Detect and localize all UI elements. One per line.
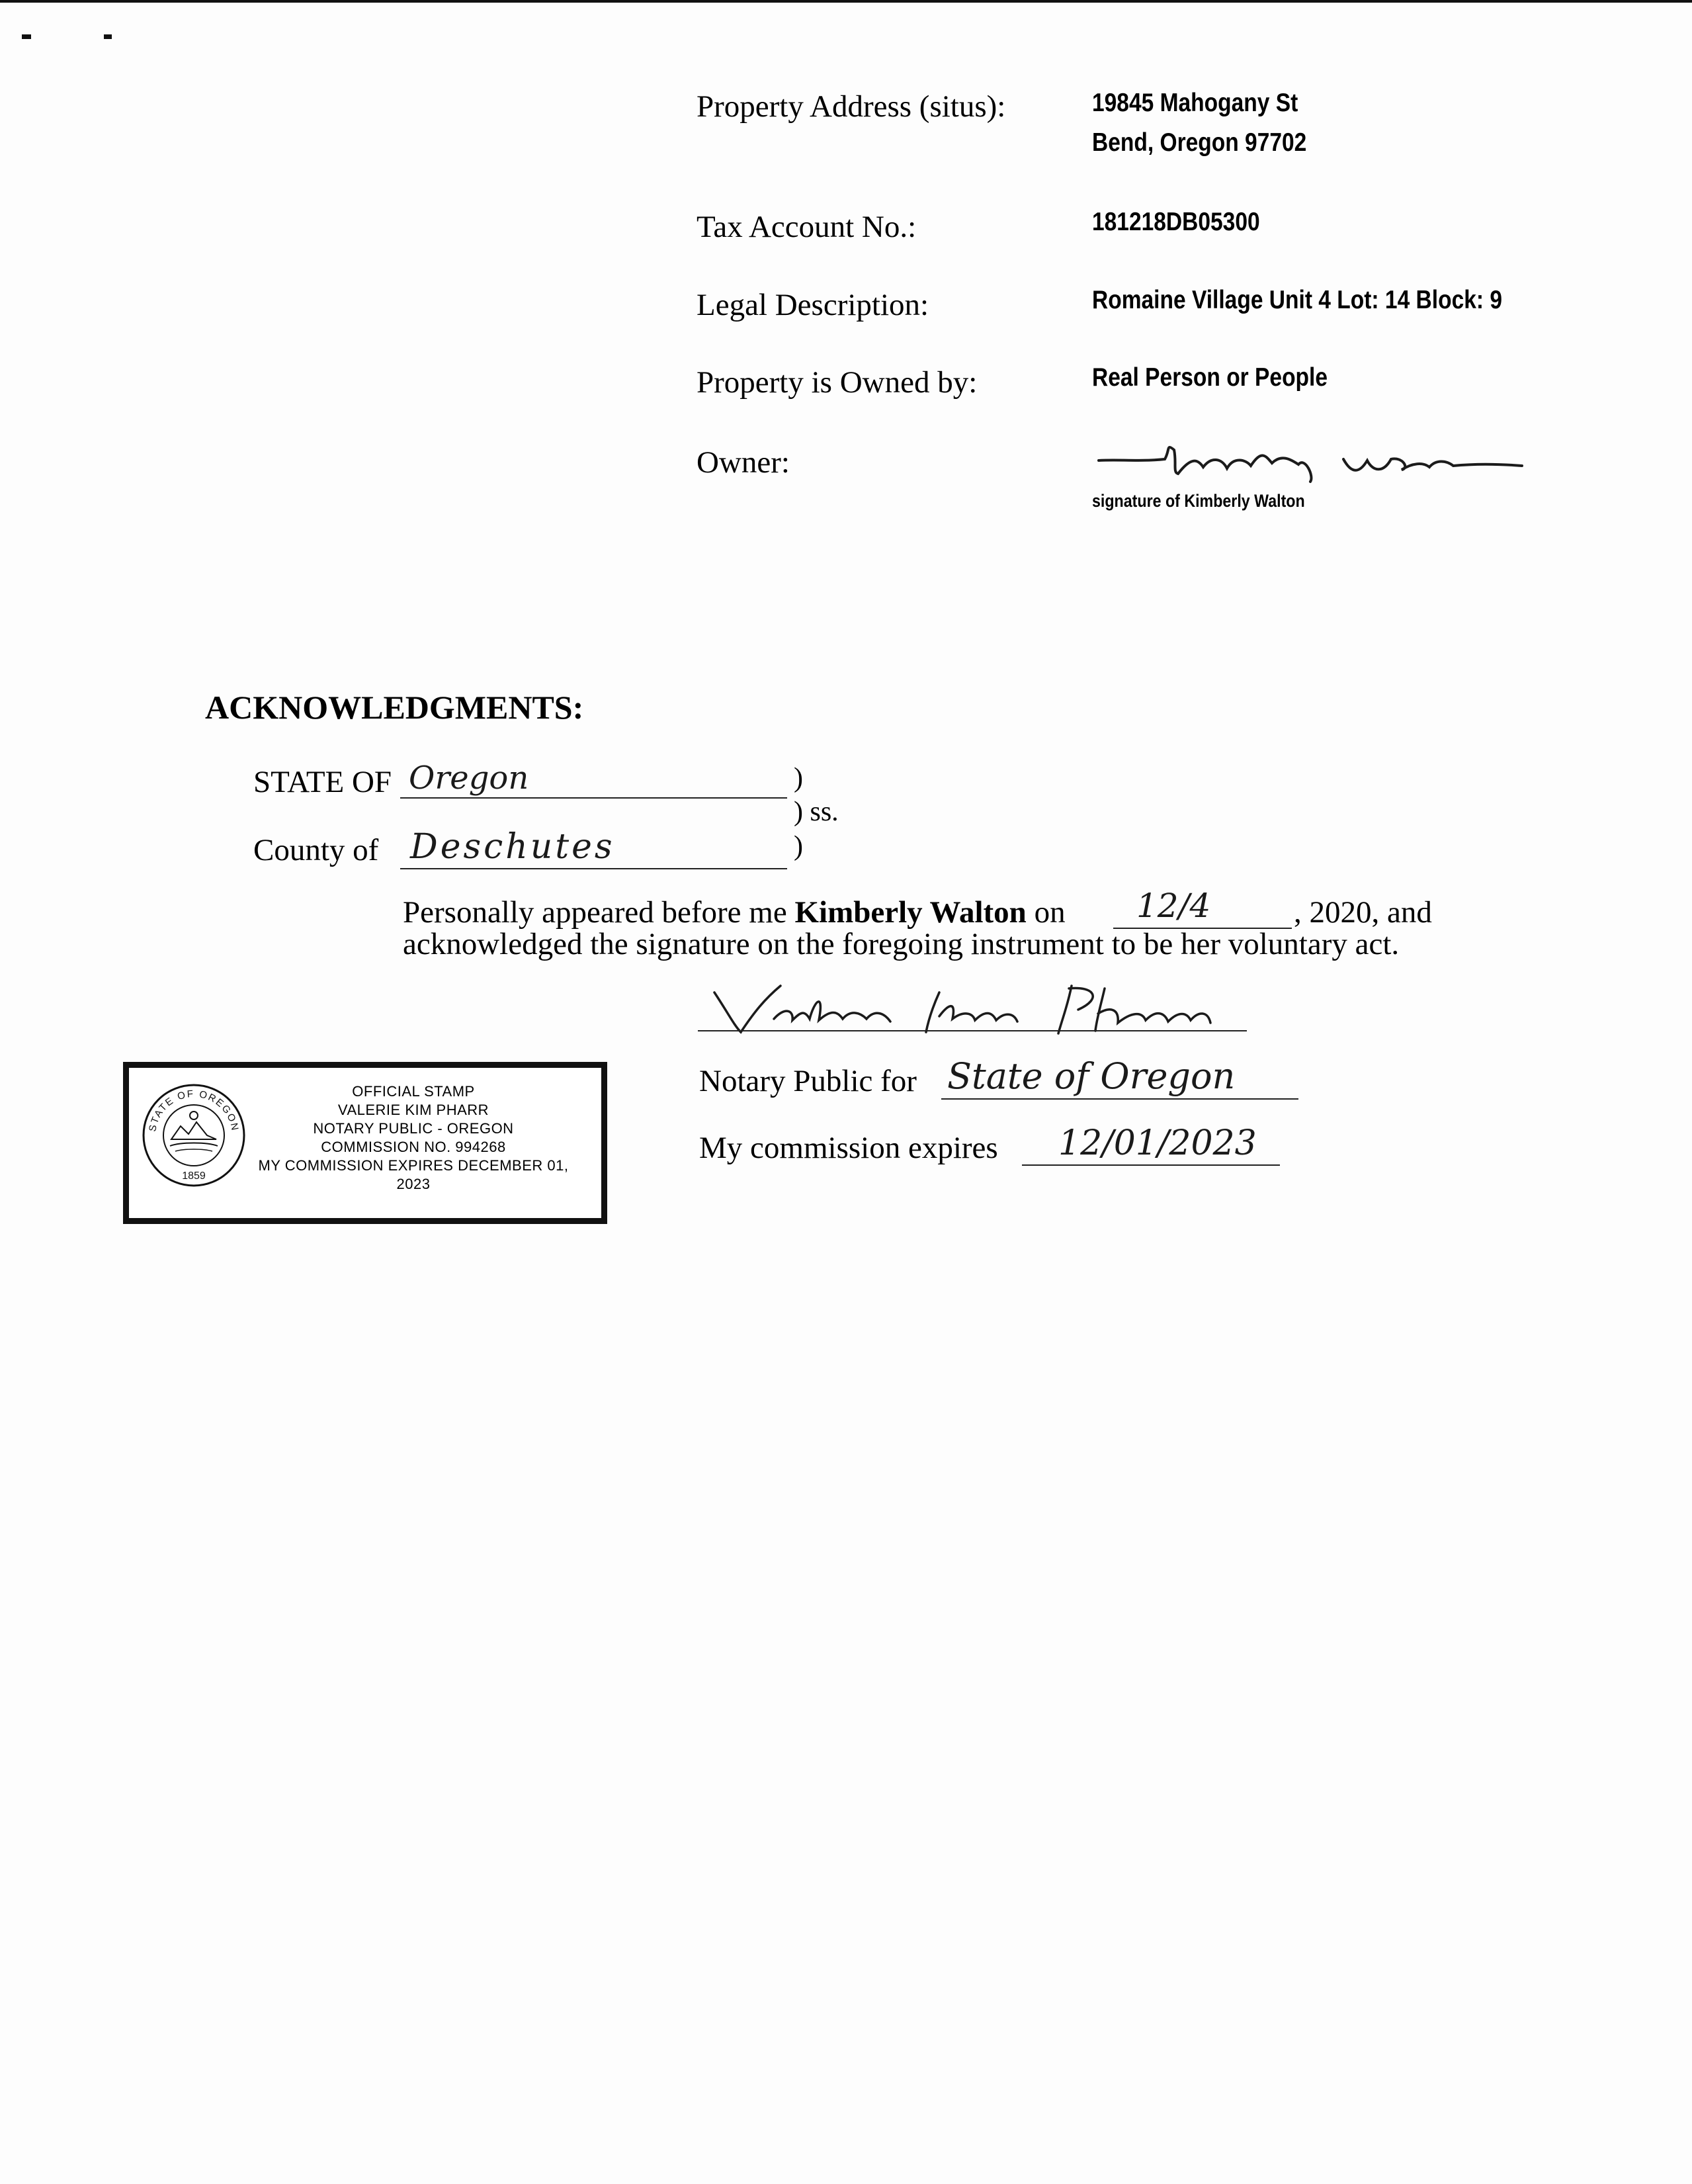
appeared-on: on — [1034, 895, 1066, 930]
appeared-prefix: Personally appeared before me — [403, 895, 787, 930]
county-underline — [400, 868, 787, 869]
notary-for-underline — [941, 1098, 1298, 1100]
stamp-line: MY COMMISSION EXPIRES DECEMBER 01, 2023 — [258, 1157, 569, 1192]
notary-signature — [701, 973, 1244, 1039]
seal-year: 1859 — [182, 1170, 206, 1182]
address-line2: Bend, Oregon 97702 — [1092, 128, 1307, 157]
scan-edge — [0, 0, 1692, 3]
stamp-line: OFFICIAL STAMP — [352, 1083, 475, 1100]
acknowledgments-heading: ACKNOWLEDGMENTS: — [205, 689, 584, 726]
stamp-text — [241, 1082, 585, 1194]
commission-value: 12/01/2023 — [1058, 1123, 1257, 1163]
address-label: Property Address (situs): — [697, 89, 1006, 124]
state-label: STATE OF — [253, 765, 392, 799]
appeared-date: 12/4 — [1136, 887, 1211, 925]
scan-mark — [22, 34, 31, 39]
owner-signature — [1092, 430, 1529, 490]
stamp-line: COMMISSION NO. 994268 — [321, 1139, 506, 1155]
bracket-bottom: ) — [794, 831, 803, 861]
legal-description-label: Legal Description: — [697, 288, 929, 322]
commission-underline — [1022, 1164, 1280, 1166]
tax-account-label: Tax Account No.: — [697, 210, 917, 244]
notary-for-label: Notary Public for — [699, 1064, 917, 1098]
notary-signature-line — [698, 1030, 1247, 1031]
owner-signature-caption: signature of Kimberly Walton — [1092, 491, 1305, 511]
state-underline — [400, 797, 787, 799]
appeared-name: Kimberly Walton — [794, 895, 1027, 930]
owned-by-value: Real Person or People — [1092, 363, 1328, 392]
stamp-line: NOTARY PUBLIC - OREGON — [313, 1120, 514, 1137]
bracket-top: ) — [794, 763, 803, 793]
appeared-year: , 2020, and — [1294, 895, 1432, 930]
legal-description-value: Romaine Village Unit 4 Lot: 14 Block: 9 — [1092, 286, 1503, 314]
state-value: Oregon — [409, 760, 529, 797]
address-line1: 19845 Mahogany St — [1092, 89, 1298, 117]
scan-mark — [104, 34, 112, 39]
owner-label: Owner: — [697, 445, 790, 480]
stamp-line: VALERIE KIM PHARR — [337, 1102, 489, 1118]
tax-account-value: 181218DB05300 — [1092, 208, 1260, 236]
county-value: Deschutes — [410, 827, 615, 867]
notary-for-value: State of Oregon — [947, 1055, 1236, 1097]
oregon-seal-icon — [141, 1082, 247, 1188]
ss-label: ) ss. — [794, 797, 839, 827]
owned-by-label: Property is Owned by: — [697, 365, 978, 400]
commission-label: My commission expires — [699, 1131, 998, 1165]
official-stamp — [123, 1062, 607, 1224]
seal-text: STATE OF OREGON — [147, 1088, 241, 1133]
county-label: County of — [253, 833, 379, 867]
appeared-line — [403, 895, 1066, 930]
acknowledgment-line2: acknowledged the signature on the foregoing instrument to be her voluntary act. — [403, 927, 1400, 961]
